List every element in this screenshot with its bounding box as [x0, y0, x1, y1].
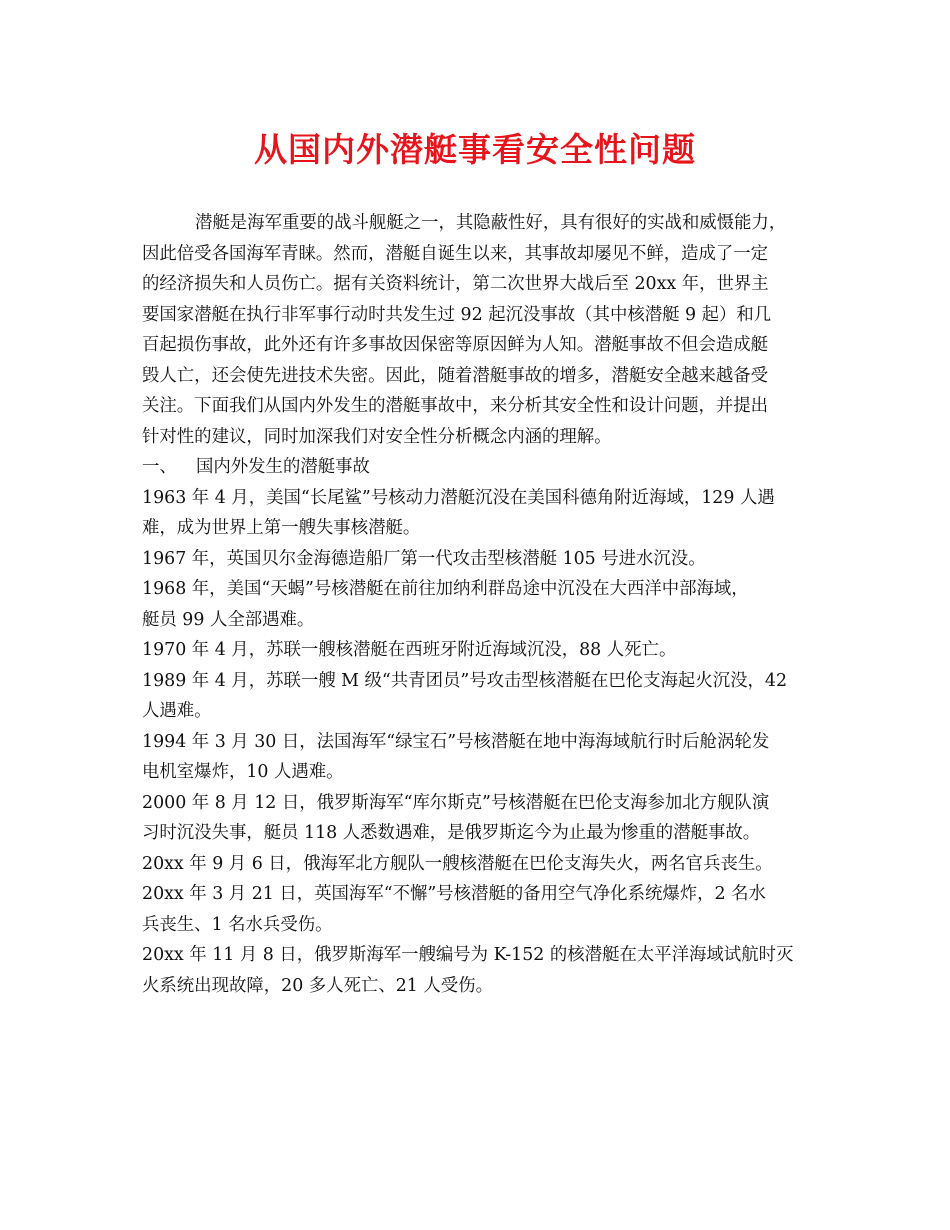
incident-line: 火系统出现故障，20 多人死亡、21 人受伤。 [142, 975, 493, 996]
incident-line: 电机室爆炸，10 人遇难。 [142, 762, 344, 782]
intro-line: 潜艇是海军重要的战斗舰艇之一，其隐蔽性好，具有很好的实战和威慑能力， [195, 213, 787, 233]
incident-line: 1994 年 3 月 30 日，法国海军“绿宝石”号核潜艇在地中海海域航行时后舱涡轮发 [142, 731, 770, 752]
incident-line: 2000 年 8 月 12 日，俄罗斯海军“库尔斯克”号核潜艇在巴伦支海参加北方舰队演 [142, 792, 770, 813]
intro-line: 毁人亡，还会使先进技术失密。因此，随着潜艇事故的增多，潜艇安全越来越备受 [142, 365, 769, 386]
incident-line: 20xx 年 3 月 21 日，英国海军“不懈”号核潜艇的备用空气净化系统爆炸，2 名水 [142, 884, 766, 904]
intro-line: 针对性的建议，同时加深我们对安全性分析概念内涵的理解。 [142, 426, 612, 447]
intro-line: 关注。下面我们从国内外发生的潜艇事故中，来分析其安全性和设计问题，并提出 [142, 396, 769, 416]
section-title: 国内外发生的潜艇事故 [196, 457, 370, 477]
document-body [142, 208, 832, 1001]
intro-line: 百起损伤事故，此外还有许多事故因保密等原因鲜为人知。潜艇事故不但会造成艇 [142, 335, 769, 355]
incident-line: 20xx 年 9 月 6 日，俄海军北方舰队一艘核潜艇在巴伦支海失火，两名官兵丧生。 [142, 853, 773, 874]
incident-line: 1968 年，美国“天蝎”号核潜艇在前往加纳利群岛途中沉没在大西洋中部海域， [142, 579, 749, 599]
document-title: 从国内外潜艇事看安全性问题 [254, 130, 696, 169]
incident-line: 1967 年，英国贝尔金海德造船厂第一代攻击型核潜艇 105 号进水沉没。 [142, 548, 706, 569]
section-number: 一、 [142, 457, 177, 477]
incident-line: 艇员 99 人全部遇难。 [142, 609, 315, 630]
incident-line: 难，成为世界上第一艘失事核潜艇。 [142, 518, 421, 538]
section-heading [142, 452, 832, 483]
intro-line: 因此倍受各国海军青睐。然而，潜艇自诞生以来，其事故却屡见不鲜，造成了一定 [142, 243, 769, 264]
incident-line: 1989 年 4 月，苏联一艘 M 级“共青团员”号攻击型核潜艇在巴伦支海起火沉没，42 [142, 670, 788, 691]
incident-line: 兵丧生、1 名水兵受伤。 [142, 914, 333, 935]
intro-line: 要国家潜艇在执行非军事行动时共发生过 92 起沉没事故（其中核潜艇 9 起）和几 [142, 304, 772, 325]
incident-line: 1970 年 4 月，苏联一艘核潜艇在西班牙附近海域沉没，88 人死亡。 [142, 640, 677, 660]
intro-line: 的经济损失和人员伤亡。据有关资料统计，第二次世界大战后至 20xx 年，世界主 [142, 274, 769, 294]
incident-line: 习时沉没失事，艇员 118 人悉数遇难，是俄罗斯迄今为止最为惨重的潜艇事故。 [142, 823, 761, 843]
incident-line: 20xx 年 11 月 8 日，俄罗斯海军一艘编号为 K-152 的核潜艇在太平洋海域试航时灭 [142, 945, 794, 965]
incident-line: 1963 年 4 月，美国“长尾鲨”号核动力潜艇沉没在美国科德角附近海域，129 人遇 [142, 487, 775, 508]
incident-line: 人遇难。 [142, 701, 212, 721]
